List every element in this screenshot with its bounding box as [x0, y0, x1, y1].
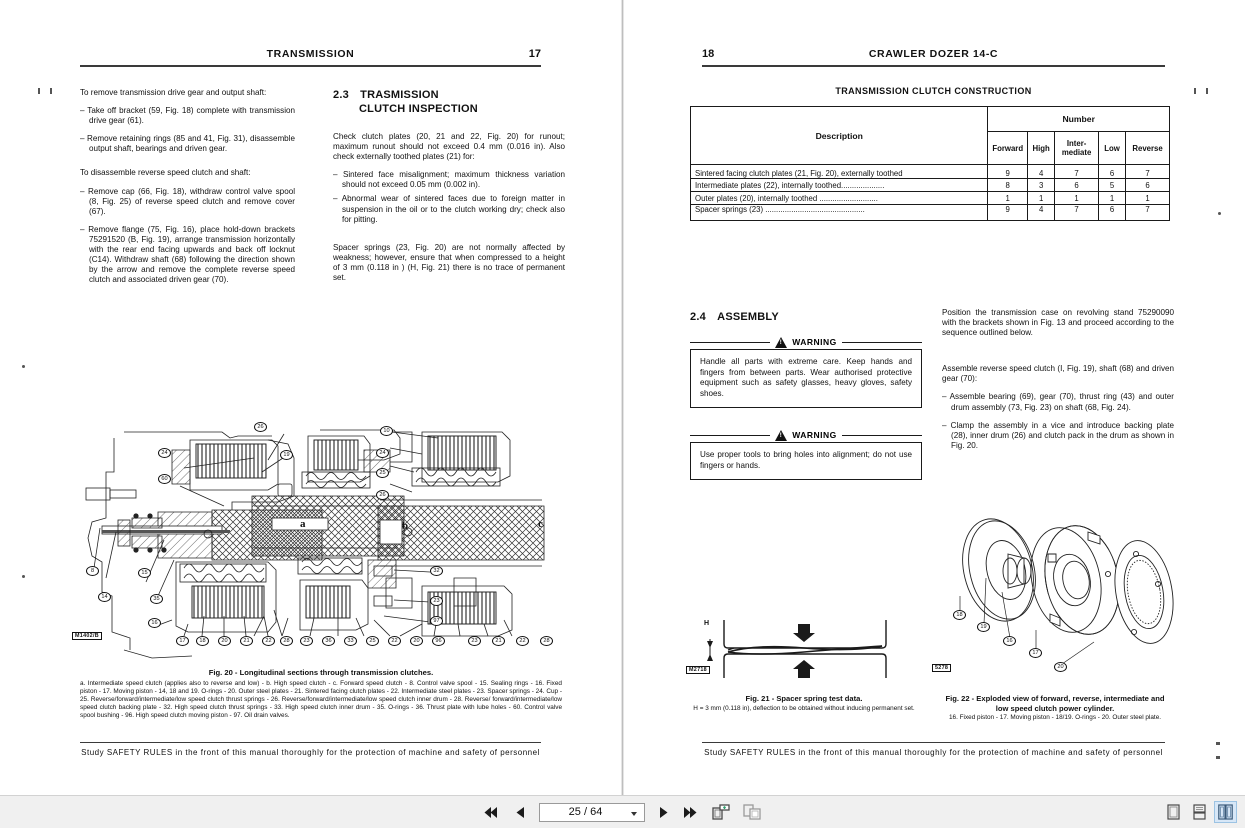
- warning-label: WARNING: [792, 337, 837, 347]
- paragraph: Check clutch plates (20, 21 and 22, Fig. 20) for runout; maximum runout should not exceed 0.4 mm (0.016 in). Also check externally toothed plates (21) for:: [333, 132, 565, 162]
- warning-triangle-icon: [775, 337, 787, 348]
- figure-20-caption: [80, 668, 562, 721]
- warning-text: Handle all parts with extreme care. Keep hands and fingers from between parts. Wear authorised protective equipment such as safety glasses, heavy gloves, safety shoes.: [690, 349, 922, 408]
- callout-balloon: 33: [344, 636, 357, 646]
- table-cell-value: 6: [1055, 179, 1099, 192]
- table-cell-description: Outer plates (20), internally toothed ...........................: [691, 192, 988, 205]
- figure-label-a: a: [300, 518, 306, 530]
- figure-label-c: c: [538, 518, 543, 530]
- paragraph: – Remove retaining rings (85 and 41, Fig. 31), disassemble output shaft, bearings and driven gear.: [80, 134, 295, 154]
- callout-balloon: 22: [516, 636, 529, 646]
- warning-header: [690, 428, 922, 442]
- figure-caption-title-line2: low speed clutch power cylinder.: [995, 703, 1115, 713]
- table-cell-value: 5: [1099, 179, 1126, 192]
- scan-artifact: [1216, 742, 1220, 745]
- clutch-construction-table: [690, 106, 1170, 221]
- page-number-field[interactable]: [539, 803, 645, 822]
- table-cell-value: 4: [1028, 165, 1055, 179]
- paragraph: To remove transmission drive gear and output shaft:: [80, 88, 267, 97]
- callout-balloon: 97: [430, 616, 443, 626]
- callout-balloon: 28: [540, 636, 553, 646]
- page-header-number: 17: [528, 48, 541, 60]
- callout-balloon: 19: [280, 450, 293, 460]
- table-header-intermediate: Inter- mediate: [1055, 132, 1099, 165]
- page-navigation-group: [483, 802, 763, 823]
- table-cell-description: Intermediate plates (22), internally toothed....................: [691, 179, 988, 192]
- figure-22-plate-tag: 5278: [932, 664, 951, 672]
- table-cell-value: 7: [1055, 205, 1099, 221]
- table-header-high: High: [1028, 132, 1055, 165]
- table-title: TRANSMISSION CLUTCH CONSTRUCTION: [835, 86, 1032, 96]
- table-cell-value: 1: [1028, 192, 1055, 205]
- section-number: 2.3: [333, 89, 349, 101]
- figure-21-plate-tag: M2718: [686, 666, 710, 674]
- section-title-line1: TRASMISSION: [360, 89, 439, 101]
- previous-page-button[interactable]: [511, 802, 530, 823]
- first-page-button[interactable]: [483, 802, 502, 823]
- figure-21-artwork: [686, 608, 916, 686]
- table-header-low: Low: [1099, 132, 1126, 165]
- table-cell-value: 1: [1055, 192, 1099, 205]
- header-rule: [80, 65, 541, 67]
- callout-balloon: 16: [1003, 636, 1016, 646]
- footer-safety-text: Study SAFETY RULES in the front of this manual thoroughly for the protection of machine and safety of personnel: [704, 748, 1163, 757]
- table-cell-description: Sintered facing clutch plates (21, Fig. 20), externally toothed: [691, 165, 988, 179]
- callout-balloon: 60: [158, 474, 171, 484]
- warning-header: [690, 335, 922, 349]
- scan-artifact: [1218, 212, 1221, 215]
- table-row: [691, 205, 1170, 221]
- warning-triangle-icon: [775, 430, 787, 441]
- callout-balloon: 15: [138, 568, 151, 578]
- section-title-line2: CLUTCH INSPECTION: [359, 103, 478, 115]
- section-heading-2-3: [333, 88, 565, 116]
- paragraph: – Remove cap (66, Fig. 18), withdraw control valve spool (8, Fig. 25) of reverse speed clutch and remove cover (67).: [80, 186, 295, 216]
- callout-balloon: 23: [430, 596, 443, 606]
- table-row: [691, 165, 1170, 179]
- table-cell-value: 7: [1055, 165, 1099, 179]
- page-header-title: TRANSMISSION: [266, 48, 355, 60]
- scan-artifact: [1216, 756, 1220, 759]
- single-page-view-button[interactable]: [1162, 801, 1185, 823]
- warning-rule-right: [842, 342, 922, 343]
- fit-page-button[interactable]: [741, 802, 763, 823]
- table-cell-value: 1: [1099, 192, 1126, 205]
- callout-balloon: 20: [1054, 662, 1067, 672]
- callout-balloon: 23: [468, 636, 481, 646]
- figure-caption-title: Fig. 21 - Spacer spring test data.: [745, 694, 863, 703]
- section-number: 2.4: [690, 311, 706, 323]
- table-row: [691, 179, 1170, 192]
- figure-caption-legend: 16. Fixed piston - 17. Moving piston - 18/19. O-rings - 20. Outer steel plate.: [948, 714, 1162, 722]
- warning-label: WARNING: [792, 430, 837, 440]
- callout-balloon: 17: [176, 636, 189, 646]
- figure-label-b: b: [402, 520, 409, 532]
- figure-caption-title: Fig. 20 - Longitudinal sections through transmission clutches.: [208, 668, 434, 677]
- scan-artifact: [22, 575, 25, 578]
- table-row: [691, 192, 1170, 205]
- page-footer-left: [80, 742, 541, 757]
- paragraph: – Take off bracket (59, Fig. 18) complete with transmission drive gear (61).: [80, 106, 295, 126]
- table-cell-value: 7: [1126, 205, 1170, 221]
- callout-balloon: 96: [432, 636, 445, 646]
- table-cell-value: 9: [988, 165, 1028, 179]
- callout-balloon: 23: [300, 636, 313, 646]
- table-cell-value: 7: [1126, 165, 1170, 179]
- warning-block-2: [690, 428, 922, 480]
- callout-balloon: 20: [218, 636, 231, 646]
- callout-balloon: 19: [977, 622, 990, 632]
- page-header-title: CRAWLER DOZER 14-C: [868, 48, 999, 60]
- callout-balloon: 18: [196, 636, 209, 646]
- scan-artifact: [50, 88, 52, 94]
- table-cell-value: 6: [1099, 205, 1126, 221]
- page-gutter: [621, 0, 624, 795]
- scan-artifact: [22, 365, 25, 368]
- figure-22-artwork: [932, 492, 1182, 688]
- callout-balloon: 25: [366, 636, 379, 646]
- table-header-forward: Forward: [988, 132, 1028, 165]
- figure-22-caption: [934, 694, 1176, 722]
- table-cell-value: 1: [1126, 192, 1170, 205]
- table-header-description: Description: [691, 107, 988, 165]
- paragraph: Position the transmission case on revolving stand 75290090 with the brackets shown in Fig. 13 and proceed according to the sequence outlined below.: [942, 308, 1174, 338]
- left-page-column-2: [333, 88, 565, 291]
- next-page-button[interactable]: [654, 802, 673, 823]
- paragraph: To disassemble reverse speed clutch and shaft:: [80, 168, 251, 178]
- warning-rule-right: [842, 435, 922, 436]
- callout-balloon: 35: [150, 594, 163, 604]
- table-cell-value: 3: [1028, 179, 1055, 192]
- viewer-toolbar: [0, 795, 1245, 828]
- warning-block-1: [690, 335, 922, 408]
- continuous-view-button[interactable]: [1188, 801, 1211, 823]
- page-left[interactable]: [0, 0, 622, 795]
- section-heading-2-4: [690, 310, 779, 324]
- section-title: ASSEMBLY: [717, 311, 779, 323]
- callout-balloon: 24: [158, 448, 171, 458]
- page-header-right: [702, 48, 1165, 70]
- fit-width-button[interactable]: [710, 802, 732, 823]
- figure-caption-legend: H = 3 mm (0.118 in), deflection to be obtained without inducing permanent set.: [693, 704, 915, 712]
- callout-balloon: 25: [376, 468, 389, 478]
- paragraph: Spacer springs (23, Fig. 20) are not normally affected by weakness; however, ensure that when compressed to a height of 3 mm (0.118 in ) (H, Fig. 21) there is no trace of permanent set.: [333, 242, 565, 283]
- callout-balloon: 21: [240, 636, 253, 646]
- table-cell-value: 9: [988, 205, 1028, 221]
- callout-balloon: 32: [430, 566, 443, 576]
- table-header-number-group: Number: [988, 107, 1170, 132]
- callout-balloon: 22: [262, 636, 275, 646]
- warning-text: Use proper tools to bring holes into alignment; do not use fingers or hands.: [690, 442, 922, 480]
- page-header-number: 18: [702, 48, 715, 60]
- paragraph: – Clamp the assembly in a vice and introduce backing plate (28), inner drum (26) and clutch pack in the drum as shown in Fig. 20.: [942, 420, 1174, 450]
- page-header-left: [80, 48, 541, 70]
- table-cell-description: Spacer springs (23) ..............................................: [691, 205, 988, 221]
- right-page-column-2: [942, 308, 1174, 459]
- page-right[interactable]: [622, 0, 1245, 795]
- table-header-reverse: Reverse: [1126, 132, 1170, 165]
- view-mode-group: [1162, 801, 1237, 823]
- scan-artifact: [38, 88, 40, 94]
- paragraph: – Remove flange (75, Fig. 16), place hold-down brackets 75291520 (B, Fig. 19), arrange transmission horizontally with the rear end facing upwards and back off locknut (C14). Withdraw shaft (68) following the direction shown by the arrow and remove the complete reverse speed clutch and associated driven gear (70).: [80, 224, 295, 285]
- callout-balloon: 26: [376, 490, 389, 500]
- callout-balloon: 20: [410, 636, 423, 646]
- figure-20-plate-tag: M1402/B: [72, 632, 102, 640]
- callout-balloon: 10: [380, 426, 393, 436]
- page-number-value[interactable]: 25 / 64: [568, 806, 603, 818]
- footer-rule: [80, 742, 541, 743]
- paragraph: Assemble reverse speed clutch (I, Fig. 19), shaft (68) and driven gear (70):: [942, 364, 1174, 384]
- warning-rule-left: [690, 342, 770, 343]
- callout-balloon: 14: [98, 592, 111, 602]
- page-footer-right: [702, 742, 1165, 757]
- warning-rule-left: [690, 435, 770, 436]
- figure-caption-legend: a. Intermediate speed clutch (applies also to reverse and low) - b. High speed clutch - c. Forward speed clutch - 8. Control valve spool - 15. Sealing rings - 16. Fixed piston - 17. Moving piston - 14, 18 and 19. O-rings - 20. Outer steel plates - 21. Sintered facing clutch plates - 22. Intermediate steel plates - 23. Spacer springs - 24. Cup - 25. Reverse/forward/intermediate/low speed clutch thrust springs - 26. Reverse/forward/intermediate/low speed clutch inner drum - 28. Reverse/ forward/intermediate/low speed clutch backing plate - 32. High speed clutch thrust springs - 33. High speed clutch inner drum - 35. O-rings - 36. Thrust plate with lube holes - 60. Control valve spool bushing - 96. High speed clutch moving piston - 97. Oil drain valves.: [80, 679, 562, 720]
- callout-balloon: 8: [86, 566, 99, 576]
- dimension-label-h: H: [704, 620, 710, 627]
- paragraph: – Sintered face misalignment; maximum thickness variation should not exceed 0.05 mm (0.002 in).: [333, 170, 565, 190]
- facing-pages-view-button[interactable]: [1214, 801, 1237, 823]
- footer-safety-text: Study SAFETY RULES in the front of this manual thoroughly for the protection of machine and safety of personnel: [81, 748, 540, 757]
- table-cell-value: 6: [1099, 165, 1126, 179]
- table-cell-value: 8: [988, 179, 1028, 192]
- callout-balloon: 22: [388, 636, 401, 646]
- chevron-down-icon[interactable]: [631, 812, 637, 816]
- callout-balloon: 24: [376, 448, 389, 458]
- header-rule: [702, 65, 1165, 67]
- callout-balloon: 18: [953, 610, 966, 620]
- left-page-column-1: [80, 88, 295, 293]
- paragraph: – Abnormal wear of sintered faces due to foreign matter in suspension in the oil or to the clutch working dry; check also for pitting.: [333, 194, 565, 224]
- callout-balloon: 16: [148, 618, 161, 628]
- last-page-button[interactable]: [682, 802, 701, 823]
- figure-21-caption: [686, 694, 922, 713]
- paragraph: – Assemble bearing (69), gear (70), thrust ring (43) and outer drum assembly (73, Fig. 23) on shaft (68, Fig. 24).: [942, 392, 1174, 412]
- callout-balloon: 26: [254, 422, 267, 432]
- footer-rule: [702, 742, 1165, 743]
- callout-balloon: 21: [492, 636, 505, 646]
- figure-caption-title-line1: Fig. 22 - Exploded view of forward, reverse, intermediate and: [945, 694, 1165, 703]
- table-cell-value: 4: [1028, 205, 1055, 221]
- table-cell-value: 1: [988, 192, 1028, 205]
- table-cell-value: 6: [1126, 179, 1170, 192]
- callout-balloon: 17: [1029, 648, 1042, 658]
- figure-20-artwork: [72, 410, 562, 660]
- callout-balloon: 36: [322, 636, 335, 646]
- callout-balloon: 28: [280, 636, 293, 646]
